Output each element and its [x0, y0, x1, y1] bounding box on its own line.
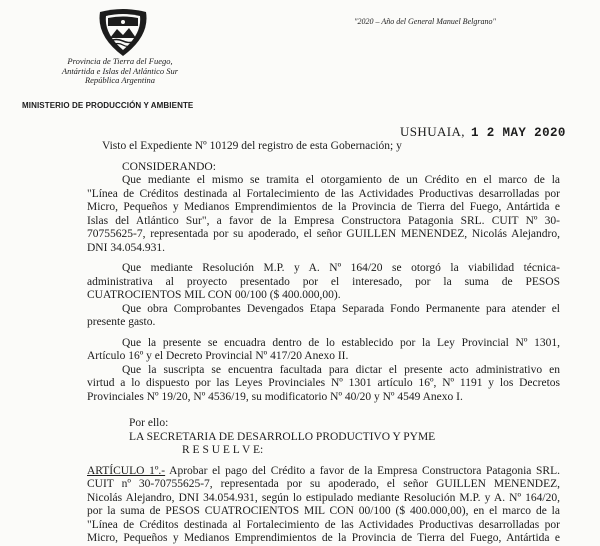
letterhead-line: Antártida e Islas del Atlántico Sur: [61, 65, 179, 76]
secretaria-heading: LA SECRETARIA DE DESARROLLO PRODUCTIVO Y PYME: [129, 430, 436, 443]
paragraph-line: DNI 34.054.931.: [87, 241, 165, 254]
paragraph-line: "Línea de Créditos destinada al Fortalecimiento de las Actividades Productivas desarrolladas por: [87, 187, 560, 200]
visto-line: Visto el Expediente Nº 10129 del registro de esta Gobernación; y: [102, 140, 402, 152]
dateline: [400, 124, 566, 140]
paragraph-line: Que la suscripta se encuentra facultada para dictar el presente acto administrativo en: [122, 363, 560, 376]
paragraph-3: [87, 303, 560, 330]
paragraph-1: [87, 174, 560, 255]
considerando-heading: CONSIDERANDO:: [122, 160, 216, 173]
dateline-place: USHUAIA,: [400, 124, 465, 139]
paragraph-line: Artículo 16º y el Decreto Provincial Nº 417/20 Anexo II.: [87, 350, 349, 362]
article-1-label: ARTÍCULO 1º.-: [87, 464, 166, 477]
article-1: [87, 465, 560, 546]
paragraph-line: Islas del Atlántico Sur", a favor de la Empresa Constructora Patagonia SRL. CUIT Nº 30-: [87, 214, 560, 227]
paragraph-line: Micro, Pequeños y Medianos Emprendimientos de la Provincia de Tierra del Fuego, Antártida e: [87, 532, 560, 544]
resuelve-heading: R E S U E L V E:: [182, 444, 264, 456]
year-motto: "2020 – Año del General Manuel Belgrano": [354, 17, 496, 26]
paragraph-line: 70755625-7, representada por su apoderado, el señor GUILLEN MENENDEZ, Nicolás Alejandro,: [87, 228, 560, 240]
paragraph-line: CUATROCIENTOS MIL CON 00/100 ($ 400.000,00).: [87, 289, 341, 301]
paragraph-line: virtud a lo dispuesto por las Leyes Provinciales Nº 1301 artículo 16º, Nº 1191 y los Decretos: [87, 377, 560, 389]
paragraph-line: "Línea de Créditos destinada al Fortalecimiento de las Actividades Productivas desarrolladas por: [87, 518, 560, 531]
letterhead: [40, 57, 200, 86]
por-ello: Por ello:: [129, 417, 169, 429]
date-stamp: 1 2 MAY 2020: [470, 126, 566, 140]
document-body: [87, 140, 560, 546]
paragraph-line: CUIT nº 30-70755625-7, representada por su apoderado, el señor GUILLEN MENENDEZ,: [87, 478, 560, 490]
paragraph-line: por la suma de PESOS CUATROCIENTOS MIL CON 00/100 ($ 400.000,00), en el marco de la: [87, 505, 560, 517]
paragraph-2: [87, 262, 560, 303]
paragraph-line: Nicolás Alejandro, DNI 34.054.931, según lo estipulado mediante Resolución M.P. y A. Nº 164/20,: [87, 491, 560, 504]
paragraph-4: [87, 337, 560, 364]
paragraph-line: Que mediante Resolución M.P. y A. Nº 164/20 se otorgó la viabilidad técnica-: [122, 262, 560, 274]
paragraph-line: Que mediante el mismo se tramita el otorgamiento de un Crédito en el marco de la: [122, 174, 560, 186]
paragraph-line: Provinciales Nº 19/20, Nº 4536/19, su modificatorio Nº 40/20 y Nº 4549 Anexo I.: [87, 390, 463, 403]
article-1-text: Aprobar el pago del Crédito a favor de la Empresa Constructora Patagonia SRL.: [165, 464, 560, 477]
paragraph-line: [87, 465, 560, 479]
paragraph-line: Micro, Pequeños y Medianos Emprendimientos de la Provincia de Tierra del Fuego, Antártida e: [87, 201, 560, 213]
ministry-name: MINISTERIO DE PRODUCCIÓN Y AMBIENTE: [22, 101, 194, 110]
letterhead-line: República Argentina: [84, 75, 156, 85]
paragraph-line: presente gasto.: [87, 316, 156, 328]
provincial-seal-icon: [90, 8, 156, 58]
paragraph-line: administrativa al proyecto presentado por el interesado, por la suma de PESOS: [87, 275, 560, 288]
paragraph-line: Que obra Comprobantes Devengados Etapa Separada Fondo Permanente para atender el: [122, 302, 560, 315]
paragraph-5: [87, 364, 560, 405]
paragraph-line: Que la presente se encuadra dentro de lo establecido por la Ley Provincial Nº 1301,: [122, 336, 560, 349]
letterhead-line: Provincia de Tierra del Fuego,: [67, 56, 173, 66]
